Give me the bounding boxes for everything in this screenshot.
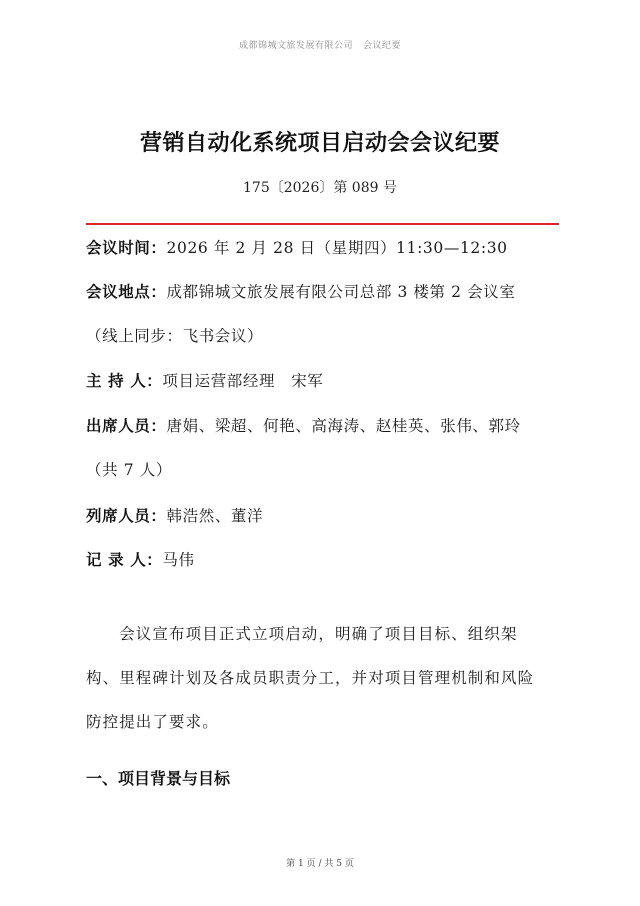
meeting-recorder-label: 记 录 人： (86, 551, 163, 569)
header-doc-type: 会议纪要 (363, 41, 402, 51)
meeting-attendees (86, 416, 566, 436)
header-company: 成都锦城文旅发展有限公司 (238, 41, 353, 51)
meeting-attendees-value: 唐娟、梁超、何艳、高海涛、赵桂英、张伟、郭玲 (166, 417, 521, 435)
meeting-time-value: 2026 年 2 月 28 日（星期四）11:30—12:30 (166, 239, 508, 257)
summary-line-1: 会议宣布项目正式立项启动，明确了项目目标、组织架 (86, 625, 518, 643)
meeting-recorder-value: 马伟 (162, 551, 195, 569)
meeting-attendees-label: 出席人员： (86, 417, 167, 435)
meeting-attendees-continued (86, 460, 566, 480)
document-title: 营销自动化系统项目启动会会议纪要 (139, 131, 500, 156)
meeting-observers-label: 列席人员： (86, 507, 167, 525)
summary-line-3: 防控提出了要求。 (86, 713, 219, 731)
meeting-time-label: 会议时间： (86, 239, 167, 257)
meeting-recorder (86, 550, 566, 570)
meeting-host (86, 371, 566, 391)
meeting-location-label: 会议地点： (86, 283, 167, 301)
meeting-observers-value: 韩浩然、董洋 (166, 507, 264, 525)
red-divider (86, 223, 559, 225)
meeting-location-value: 成都锦城文旅发展有限公司总部 3 楼第 2 会议室 (166, 283, 516, 301)
meeting-location (86, 282, 566, 302)
page-footer: 第 1 页 / 共 5 页 (286, 859, 354, 869)
meeting-host-value: 项目运营部经理 宋军 (162, 372, 324, 390)
meeting-observers (86, 506, 566, 526)
document-number: 175〔2026〕第 089 号 (243, 180, 397, 196)
meeting-location-cont: （线上同步：飞书会议） (86, 327, 264, 345)
page-header (0, 38, 640, 51)
section-heading: 一、项目背景与目标 (86, 769, 231, 788)
meeting-time (86, 238, 566, 258)
summary-line-2: 构、里程碑计划及各成员职责分工，并对项目管理机制和风险 (86, 669, 535, 687)
meeting-attendees-cont: （共 7 人） (86, 461, 172, 479)
meeting-location-continued (86, 326, 566, 346)
meeting-host-label: 主 持 人： (86, 372, 163, 390)
